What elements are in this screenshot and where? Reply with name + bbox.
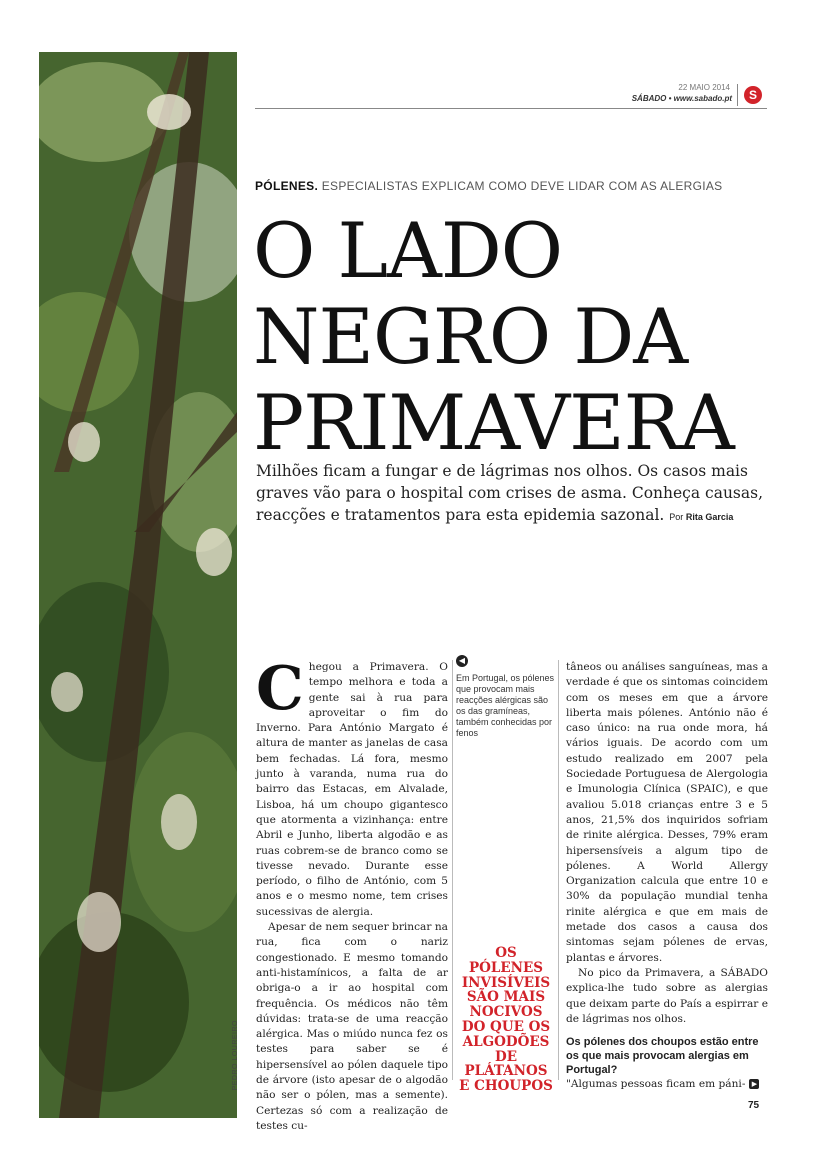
byline-author: Rita Garcia [685, 512, 734, 522]
paragraph-5-text: "Algumas pessoas ficam em páni- [566, 1078, 746, 1091]
pull-quote: OS PÓLENES INVISÍVEIS SÃO MAIS NOCIVOS DO QUE OS ALGODÕES DE PLÁTANOS E CHOUPOS [459, 945, 553, 1095]
arrow-left-icon: ◀ [456, 655, 468, 667]
paragraph-2: Apesar de nem sequer brincar na rua, fica com o nariz congestionado. E mesmo tomando anti-histamínicos, a falta de ar obriga-o a ir ao hospital com frequência. Os médicos não têm dúvidas: trata-se de uma reacção alérgica. Mas o miúdo nunca fez os testes para saber se é hipersensível ao pólen daquele tipo de árvore (isto apesar de o algodão não ser o pólen, mas a semente). Certezas só com a realização de testes cu- [256, 921, 448, 1132]
byline-prefix: Por [669, 512, 684, 522]
header-rule [255, 108, 767, 109]
paragraph-1-text: hegou a Primavera. O tempo melhora e toda a gente sai à rua para aproveitar o fim do Inverno. Para António Margato é altura de manter as janelas de casa bem fechadas. Lá fora, mesmo junto à varanda, numa rua do bairro das Estacas, em Alvalade, Lisboa, há um choupo gigantesco que atormenta a vizinhança: entre Abril e Junho, liberta algodão e as ruas cobrem-se de branco como se tivesse nevado. Durante esse período, o filho de António, com 5 anos e o mesmo nome, tem crises sucessivas de alergia. [256, 661, 448, 918]
body-column-3 [566, 660, 768, 1092]
headline [253, 208, 734, 466]
website-link[interactable]: SÁBADO • www.sabado.pt [631, 94, 732, 103]
paragraph-1 [256, 654, 448, 920]
column-divider-right [558, 660, 559, 1080]
paragraph-4: No pico da Primavera, a SÁBADO explica-lhe tudo sobre as alergias que deixam parte do País a espirrar e de lágrimas nos olhos. [566, 966, 768, 1025]
kicker [255, 179, 723, 193]
lede [256, 460, 776, 528]
headline-line-1: O LADO [253, 206, 563, 295]
body-column-1 [256, 654, 448, 1134]
sidebar-note [456, 655, 556, 739]
page-number: 75 [748, 1100, 760, 1111]
paragraph-3: tâneos ou análises sanguíneas, mas a verdade é que os sintomas coincidem com os meses em que a árvore liberta mais pólenes. António não é caso único: na rua onde mora, há vários iguais. De acordo com um estudo realizado em 2007 pela Sociedade Portuguesa de Alergologia e Imunologia Clínica (SPAIC), e que avaliou 5.018 crianças entre 3 e 5 anos, 21,5% dos inquiridos sofriam de rinite alérgica. Desses, 79% eram hipersensíveis a algum tipo de pólenes. A World Allergy Organization calcula que entre 10 e 30% da população mundial tenha rinite alérgica e que em mais de metade dos casos a causa dos sintomas sejam pólenes de ervas, plantas e árvores. [566, 661, 768, 964]
drop-cap: C [256, 654, 304, 724]
tree-illustration [39, 52, 237, 1118]
question-subhead: Os pólenes dos choupos estão entre os que mais provocam alergias em Portugal? [566, 1036, 759, 1077]
issue-date: 22 MAIO 2014 [678, 83, 730, 92]
continue-arrow-icon: ▶ [749, 1079, 759, 1089]
header-separator [737, 84, 738, 106]
headline-line-2: NEGRO DA [253, 292, 688, 381]
lede-text: Milhões ficam a fungar e de lágrimas nos olhos. Os casos mais graves vão para o hospital com crises de asma. Conheça causas, reacções e tratamentos para esta epidemia sazonal. [256, 462, 764, 524]
photo-credit: PEDRO LOUREIRO [232, 1020, 239, 1091]
kicker-text: ESPECIALISTAS EXPLICAM COMO DEVE LIDAR COM AS ALERGIAS [321, 179, 723, 193]
byline [669, 512, 733, 522]
headline-line-3: PRIMAVERA [253, 378, 734, 467]
paragraph-5 [566, 1077, 768, 1092]
sidebar-text: Em Portugal, os pólenes que provocam mais reacções alérgicas são os das gramíneas, também conhecidas por fenos [456, 673, 555, 738]
tree-photo [39, 52, 237, 1118]
kicker-label: PÓLENES. [255, 179, 319, 193]
column-divider-left [452, 660, 453, 1080]
sabado-logo: S [744, 86, 762, 104]
